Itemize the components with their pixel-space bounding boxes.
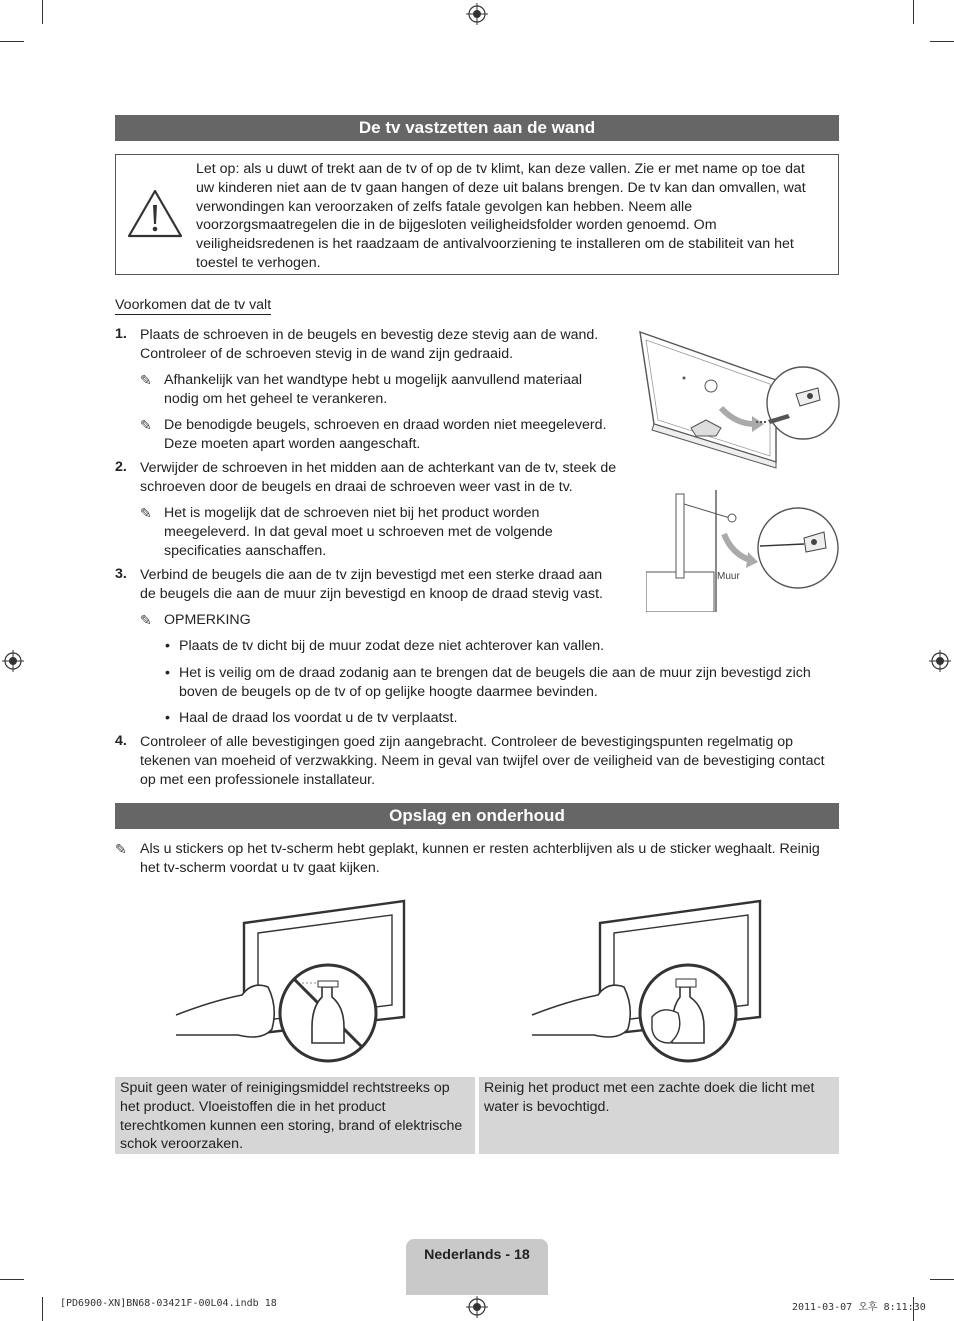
crop-mark: [0, 1279, 24, 1280]
crop-mark: [913, 0, 914, 24]
crop-mark: [42, 0, 43, 24]
section-title: Opslag en onderhoud: [115, 803, 839, 829]
note-pencil-icon: ✎: [140, 612, 152, 628]
note-pencil-icon: ✎: [140, 505, 152, 521]
crop-mark: [930, 1279, 954, 1280]
note-pencil-icon: ✎: [140, 372, 152, 388]
note-text: Het is mogelijk dat de schroeven niet bij het product worden meegeleverd. In dat geval moet u schroeven met de volgende specificaties aanschaffen.: [164, 505, 553, 559]
note-label: OPMERKING: [164, 612, 251, 628]
note-pencil-icon: ✎: [115, 841, 127, 857]
list-item-text: Haal de draad los voordat u de tv verplaatst.: [179, 710, 458, 726]
registration-mark-icon: [929, 650, 951, 672]
page-number: Nederlands - 18: [406, 1239, 548, 1295]
step-number: 1.: [115, 326, 127, 342]
crop-mark: [0, 41, 24, 42]
crop-mark: [42, 1297, 43, 1321]
step-number: 3.: [115, 566, 127, 582]
warning-box: [115, 154, 839, 275]
note-text: De benodigde beugels, schroeven en draad worden niet meegeleverd. Deze moeten apart worden aangeschaft.: [164, 417, 607, 452]
print-date-info: 2011-03-07 오후 8:11:30: [792, 1302, 926, 1313]
step-text: Verbind de beugels die aan de tv zijn bevestigd met een sterke draad aan de beugels die aan de muur zijn bevestigd en knoop de draad stevig vast.: [140, 567, 603, 602]
warning-body: : als u duwt of trekt aan de tv of op de tv klimt, kan deze vallen. Zie er met name op toe dat uw kinderen niet aan de tv gaan hangen of deze uit balans brengen. De tv kan dan omvallen, wat verwondingen kan veroorzaken of zelfs fatale gevolgen kan hebben. Neem alle voorzorgsmaatregelen die in de bijgesloten veiligheidsfolder worden genoemd. Om veiligheidsredenen is het raadzaam de antivalvoorziening te installeren om de stabiliteit van het toestel te verhogen.: [196, 161, 806, 271]
list-item-text: Plaats de tv dicht bij de muur zodat deze niet achterover kan vallen.: [179, 638, 605, 654]
print-file-info: [PD6900-XN]BN68-03421F-00L04.indb 18: [60, 1298, 277, 1309]
warning-lead: Let op: [196, 161, 236, 177]
warning-triangle-icon: [126, 188, 184, 240]
caption-soft-cloth: Reinig het product met een zachte doek die licht met water is bevochtigd.: [479, 1077, 839, 1154]
note-pencil-icon: ✎: [140, 417, 152, 433]
subheading: Voorkomen dat de tv valt: [115, 297, 272, 313]
step-text: Controleer of alle bevestigingen goed zijn aangebracht. Controleer de bevestigingspunten regelmatig op tekenen van moeheid of verzwakking. Neem in geval van twijfel over de veiligheid van de bevestiging contact op met een professionele installateur.: [140, 734, 825, 788]
step-text: Plaats de schroeven in de beugels en bevestig deze stevig aan de wand. Controleer of de schroeven stevig in de wand zijn gedraaid.: [140, 327, 599, 362]
caption-no-spray: Spuit geen water of reinigingsmiddel rechtstreeks op het product. Vloeistoffen die in het product terechtkomen kunnen een storing, brand of elektrische schok veroorzaken.: [115, 1077, 475, 1154]
registration-mark-icon: [2, 650, 24, 672]
step-number: 4.: [115, 733, 127, 749]
tv-wall-illustration: [646, 490, 841, 612]
soft-cloth-illustration: [528, 897, 768, 1067]
section-title: De tv vastzetten aan de wand: [115, 115, 839, 141]
note-text: Als u stickers op het tv-scherm hebt geplakt, kunnen er resten achterblijven als u de sticker weghaalt. Reinig het tv-scherm voordat u tv gaat kijken.: [140, 841, 820, 876]
registration-mark-icon: [466, 1296, 488, 1318]
crop-mark: [930, 41, 954, 42]
tv-bracket-illustration: [636, 328, 841, 478]
wall-label: Muur: [717, 571, 740, 582]
no-spray-illustration: [172, 897, 412, 1067]
warning-text: [196, 160, 826, 273]
note-text: Afhankelijk van het wandtype hebt u mogelijk aanvullend materiaal nodig om het geheel te verankeren.: [164, 372, 582, 407]
registration-mark-icon: [466, 3, 488, 25]
step-number: 2.: [115, 459, 127, 475]
list-item-text: Het is veilig om de draad zodanig aan te brengen dat de beugels die aan de muur zijn bevestigd zich boven de beugels op de tv of op gelijke hoogte daarmee bevinden.: [179, 665, 811, 700]
step-text: Verwijder de schroeven in het midden aan de achterkant van de tv, steek de schroeven door de beugels en draai de schroeven weer vast in de tv.: [140, 460, 617, 495]
